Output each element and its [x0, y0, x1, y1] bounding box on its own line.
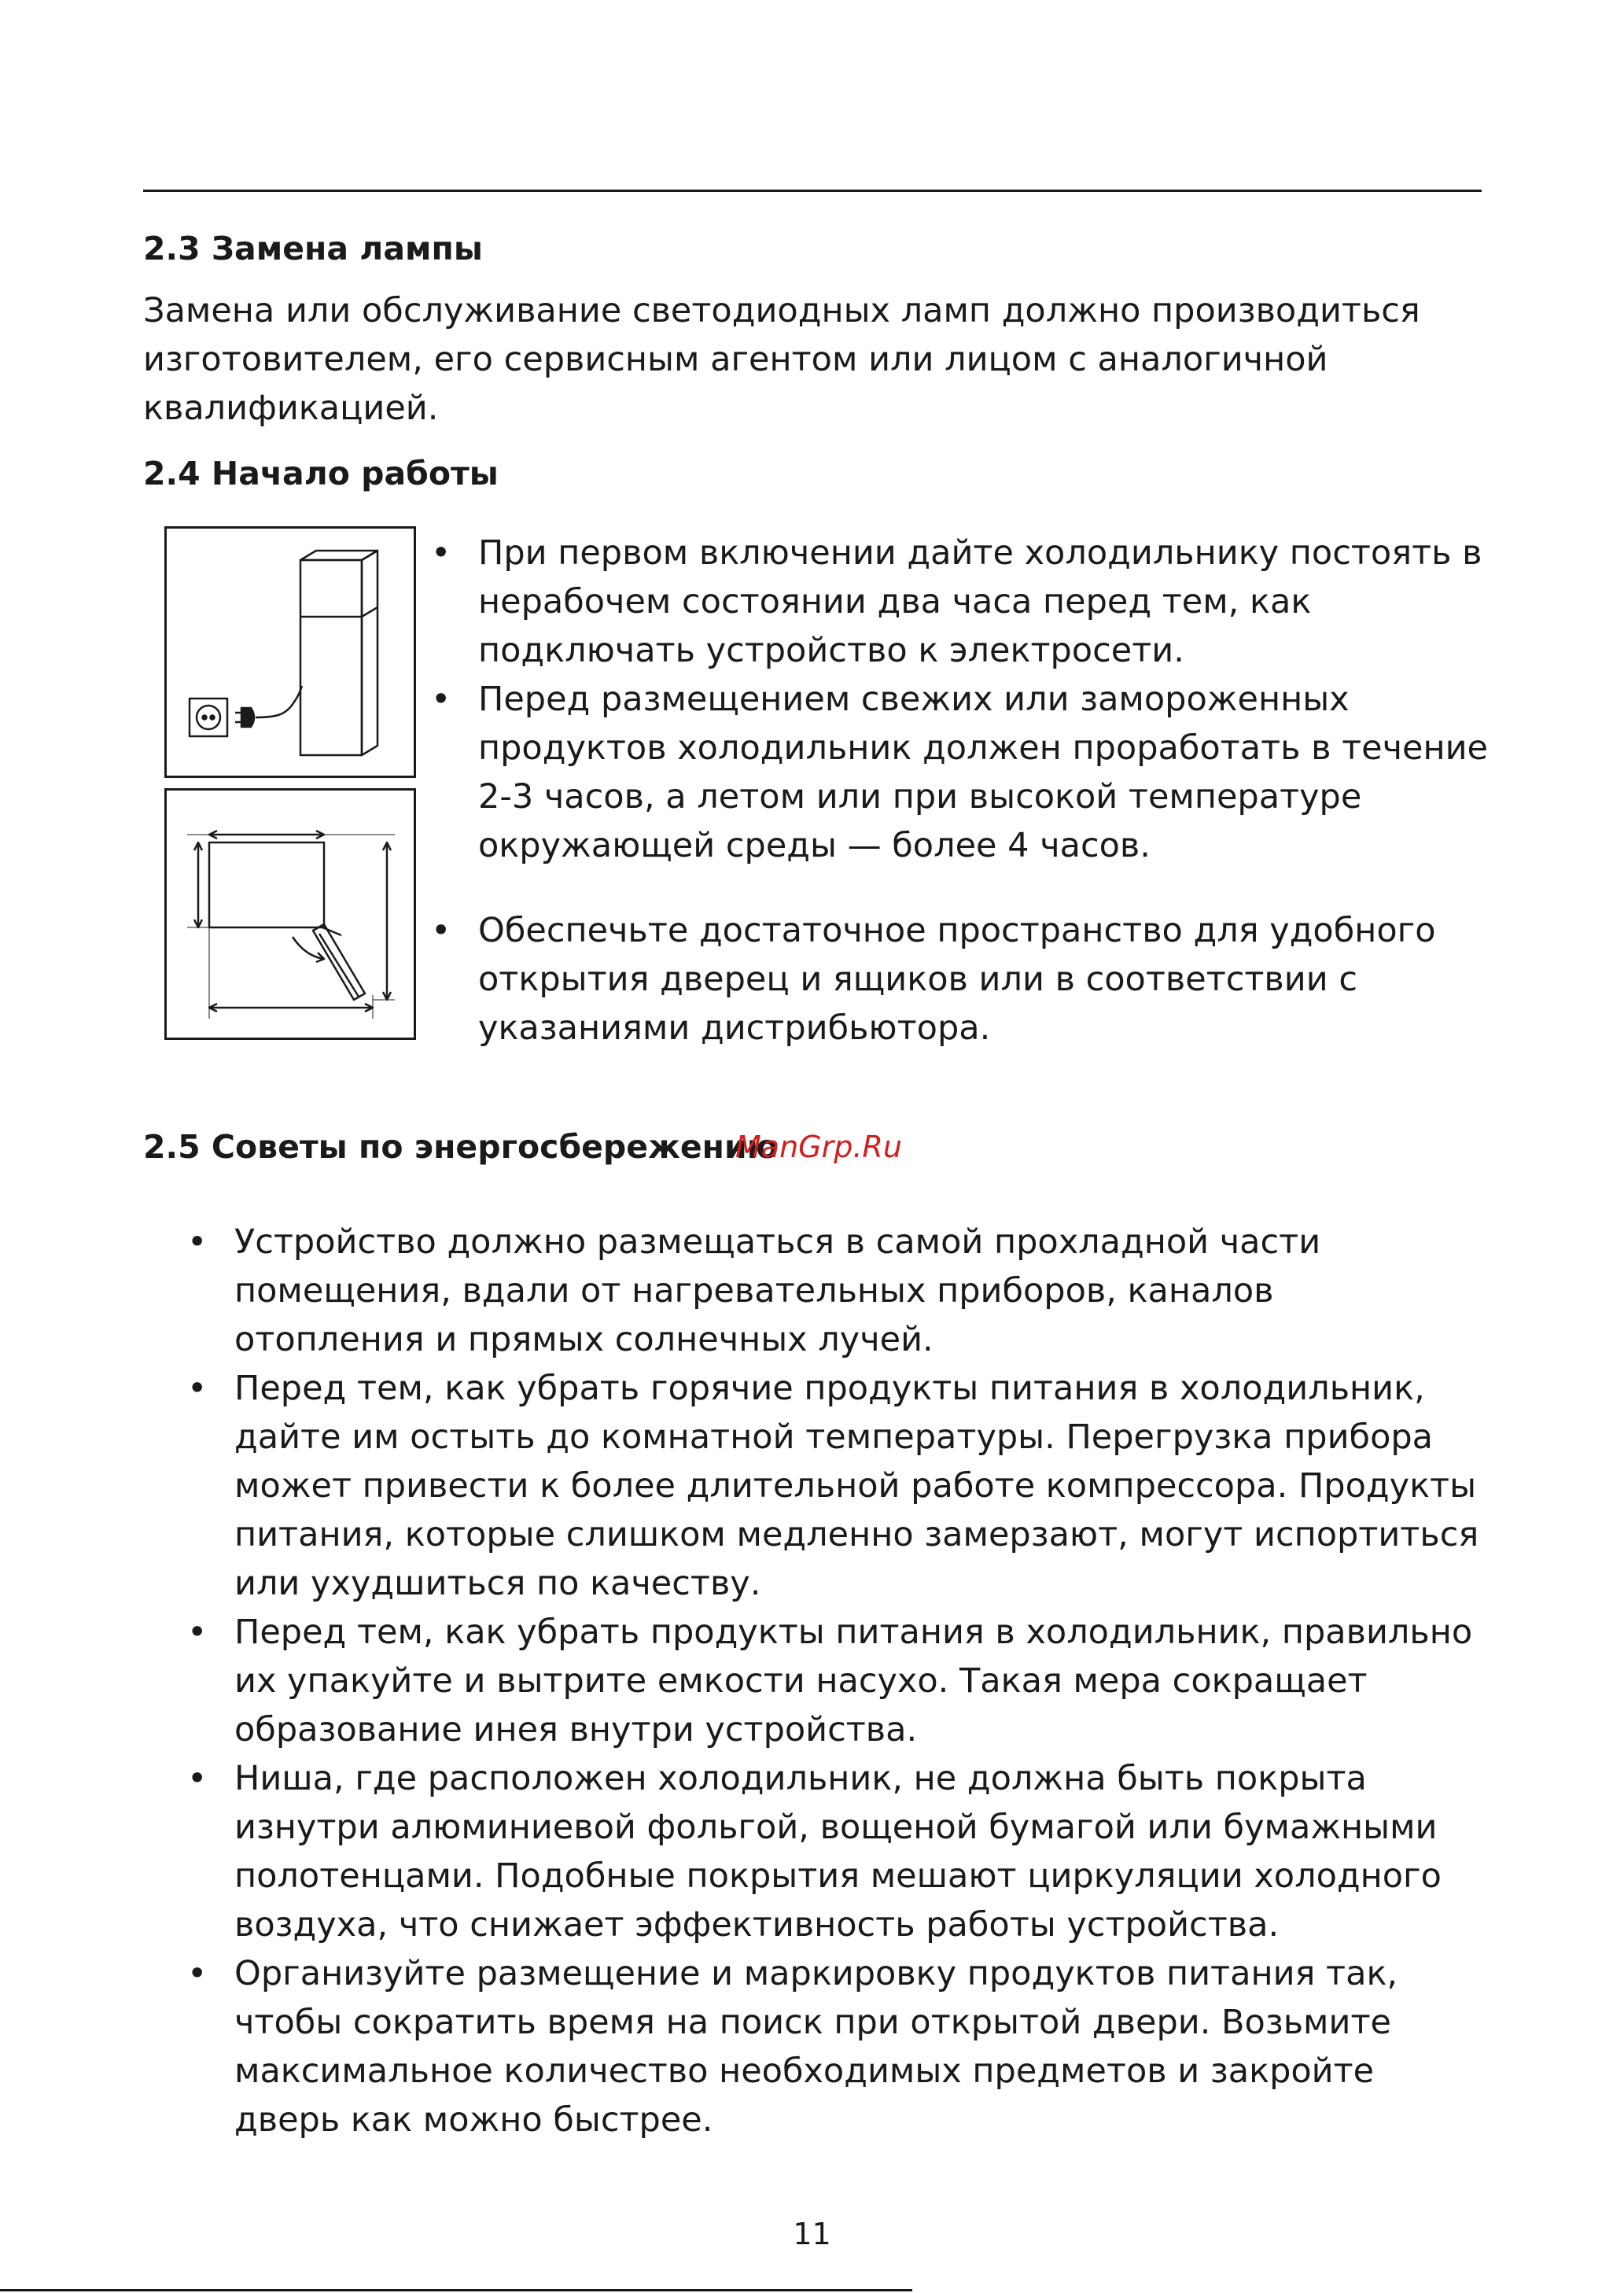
section-2-5-heading: 2.5 Советы по энергосбережению [143, 1128, 779, 1166]
list-item-line: Ниша, где расположен холодильник, не должна быть покрыта [234, 1759, 1367, 1798]
paragraph-line: Замена или обслуживание светодиодных ламп должно производиться [143, 291, 1420, 330]
list-item-line: питания, которые слишком медленно замерзают, могут испортиться [234, 1515, 1479, 1554]
list-item-line: Устройство должно размещаться в самой прохладной части [234, 1222, 1321, 1262]
list-item [187, 1218, 1479, 1364]
door-clearance-illustration [164, 788, 416, 1040]
list-item [187, 1754, 1479, 1949]
bullet: • [431, 680, 451, 719]
list-item-line: указаниями дистрибьютора. [478, 1008, 991, 1048]
list-item-line: дверь как можно быстрее. [234, 2100, 713, 2140]
list-item-line: Организуйте размещение и маркировку продуктов питания так, [234, 1954, 1398, 1993]
list-item-line: При первом включении дайте холодильнику постоять в [478, 533, 1482, 573]
list-item [431, 906, 1488, 1052]
section-2-3-heading: 2.3 Замена лампы [143, 230, 483, 267]
bullet: • [187, 1759, 208, 1798]
list-item-line: 2-3 часов, а летом или при высокой температуре [478, 777, 1362, 817]
list-item-line: Перед тем, как убрать горячие продукты питания в холодильник, [234, 1369, 1425, 1408]
section-2-5-bullet-list [187, 1218, 1479, 2144]
list-item-line: Перед размещением свежих или замороженных [478, 680, 1350, 719]
bullet: • [187, 1369, 208, 1408]
list-item-line: отопления и прямых солнечных лучей. [234, 1320, 934, 1359]
bullet: • [431, 911, 451, 950]
list-item-line: изнутри алюминиевой фольгой, вощеной бумагой или бумажными [234, 1808, 1438, 1847]
section-2-3-paragraph [143, 286, 1420, 433]
list-item-line: чтобы сократить время на поиск при открытой двери. Возьмите [234, 2003, 1391, 2042]
bullet: • [431, 533, 451, 573]
bullet: • [187, 1613, 208, 1652]
list-item [431, 529, 1488, 675]
list-item-line: помещения, вдали от нагревательных приборов, каналов [234, 1271, 1274, 1311]
list-item [187, 1949, 1479, 2144]
bullet: • [187, 1222, 208, 1262]
list-item-line: дайте им остыть до комнатной температуры. Перегрузка прибора [234, 1417, 1434, 1457]
door-opening-dimensions-icon [167, 791, 414, 1038]
section-2-4-heading: 2.4 Начало работы [143, 455, 499, 492]
list-item [187, 1364, 1479, 1608]
bottom-rule [0, 2289, 912, 2291]
section-2-4-bullet-list [431, 529, 1488, 1052]
list-item-line: Перед тем, как убрать продукты питания в холодильник, правильно [234, 1613, 1473, 1652]
page-number: 11 [793, 2217, 831, 2251]
list-item [431, 675, 1488, 870]
list-item-line: подключать устройство к электросети. [478, 631, 1184, 670]
bullet: • [187, 1954, 208, 1993]
paragraph-line: изготовителем, его сервисным агентом или лицом с аналогичной [143, 340, 1328, 379]
list-item-line: окружающей среды — более 4 часов. [478, 826, 1151, 865]
list-item-line: Обеспечьте достаточное пространство для удобного [478, 911, 1436, 950]
watermark: ManGrp.Ru [735, 1130, 902, 1164]
list-item-line: может привести к более длительной работе компрессора. Продукты [234, 1466, 1477, 1506]
list-item-line: их упакуйте и вытрите емкости насухо. Такая мера сокращает [234, 1661, 1368, 1701]
list-item-line: образование инея внутри устройства. [234, 1710, 918, 1749]
list-item-line: или ухудшиться по качеству. [234, 1564, 761, 1603]
refrigerator-with-power-plug-icon [167, 529, 414, 776]
list-item [187, 1608, 1479, 1754]
list-item-line: максимальное количество необходимых предметов и закройте [234, 2052, 1375, 2091]
list-item-line: продуктов холодильник должен проработать в течение [478, 728, 1489, 768]
list-item-line: воздуха, что снижает эффективность работы устройства. [234, 1905, 1280, 1945]
fridge-plug-illustration [164, 526, 416, 778]
list-item-line: полотенцами. Подобные покрытия мешают циркуляции холодного [234, 1856, 1442, 1896]
top-rule [143, 190, 1482, 192]
paragraph-line: квалификацией. [143, 389, 439, 428]
list-item-line: открытия дверец и ящиков или в соответствии с [478, 960, 1357, 999]
list-item-line: нерабочем состоянии два часа перед тем, как [478, 582, 1312, 621]
